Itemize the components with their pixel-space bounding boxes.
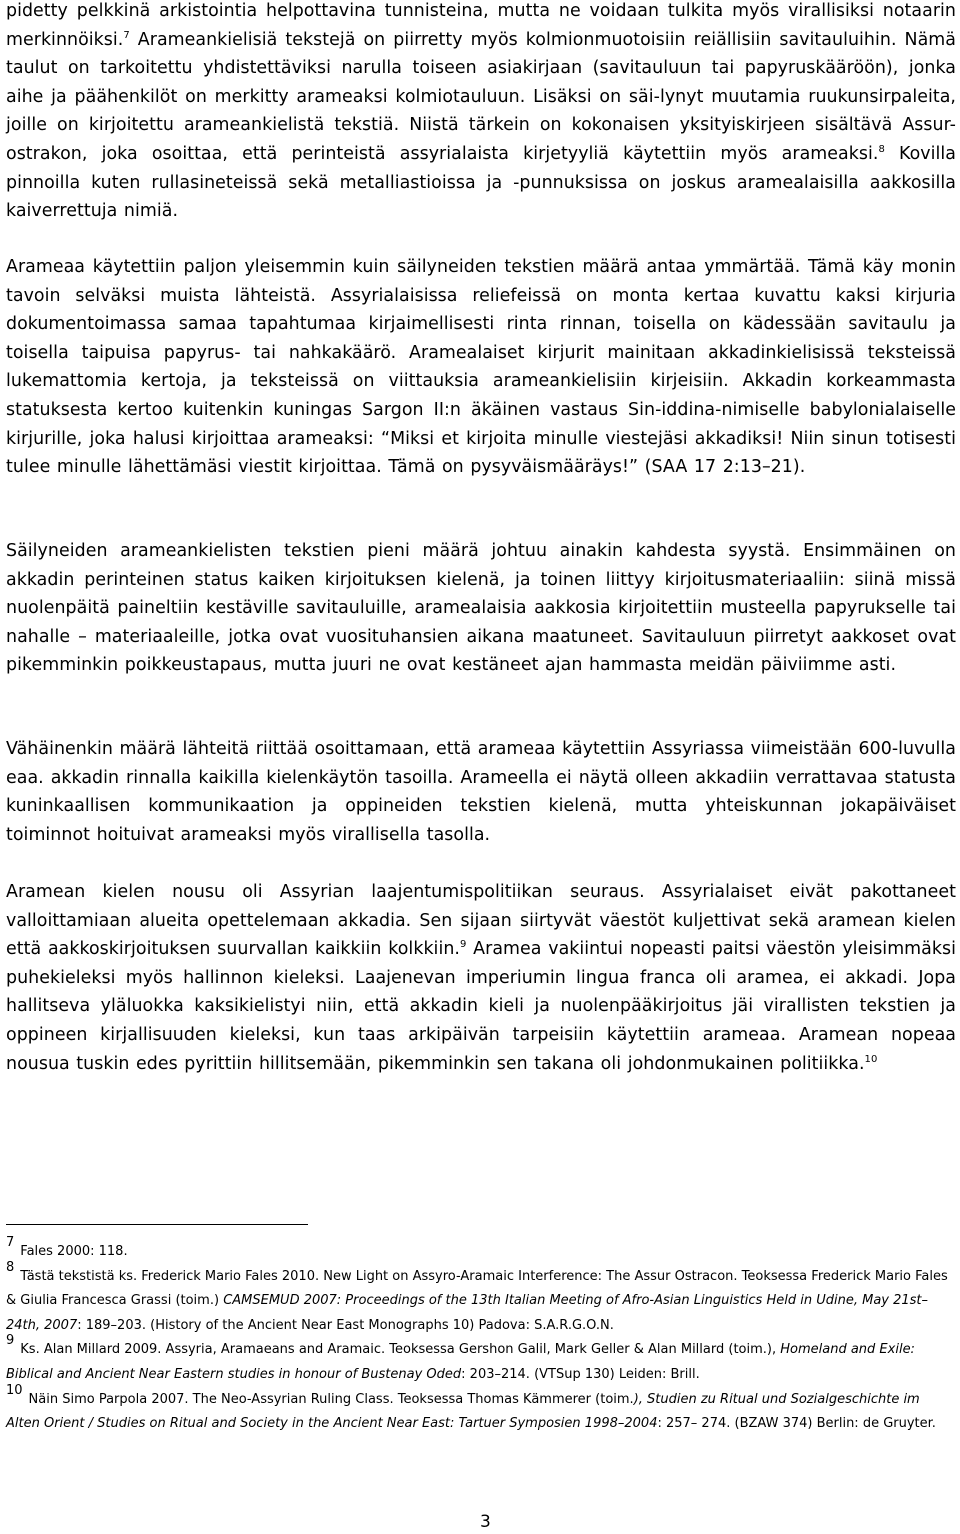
paragraph-4: Vähäinenkin määrä lähteitä riittää osoittamaan, että arameaa käytettiin Assyriassa viimeistään 600-luvulla eaa. akkadin rinnalla kaikilla kielenkäytön tasoilla. Arameella ei näytä olleen akkadiin verrattavaa statusta kuninkaallisen kommunikaation ja oppineiden tekstien kielenä, mutta yhteiskunnan jokapäiväiset toiminnot hoituivat arameaksi myös virallisella tasolla. bbox=[6, 739, 956, 845]
page-number: 3 bbox=[480, 1512, 491, 1532]
footnote-title: Homeland and Exile: Biblical and Ancient Near Eastern studies in honour of Bustenay Oded bbox=[6, 1342, 915, 1382]
footnote-text: Ks. Alan Millard 2009. Assyria, Aramaeans and Aramaic. Teoksessa Gershon Galil, Mark Geller & Alan Millard (toim.), bbox=[20, 1342, 781, 1358]
paragraph-text: pidetty pelkkinä arkistointia helpottavina tunnisteina, mutta ne voidaan tulkita myös virallisiksi notaarin merkinnöiksi. bbox=[6, 1, 956, 50]
footnote-ref-7[interactable]: 7 bbox=[123, 29, 130, 41]
footnote-title: ), Studien zu Ritual und Sozialgeschichte im Alten Orient / Studies on Ritual and Society in the Ancient Near East: Tartuer Symposien 1998–2004 bbox=[6, 1391, 920, 1432]
footnote-text: : 203–214. (VTSup 130) Leiden: Brill. bbox=[461, 1366, 700, 1382]
footnote-number: 10 bbox=[6, 1382, 23, 1398]
footnote-text: Fales 2000: 118. bbox=[20, 1244, 128, 1259]
paragraph-2: Arameaa käytettiin paljon yleisemmin kuin säilyneiden tekstien määrä antaa ymmärtää. Tämä käy monin tavoin selväksi muista lähteistä. Assyrialaisissa reliefeissä on monta kertaa kuvattu kaksi kirjuria dokumentoimassa samaa tapahtumaa kirjaimellisesti rinta rinnan, toisella on kädessään savitaulu ja toisella taipuisa papyrus- tai nahkakäärö. Aramealaiset kirjurit mainitaan akkadinkielisissä teksteissä lukemattomia kertoja, ja teksteissä on viittauksia arameankielisiin kirjeisiin. Akkadin korkeammasta statuksesta kertoo kuitenkin kuningas Sargon II:n äkäinen vastaus Sin-iddina-nimiselle babylonialaiselle kirjurille, joka halusi kirjoittaa arameaksi: “Miksi et kirjoita minulle viestejäsi akkadiksi! Niin sinun totisesti tulee minulle lähettämäsi viestit kirjoittaa. Tämä on pysyväismääräys!” (SAA 17 2:13–21). bbox=[6, 257, 956, 478]
footnote-ref-10[interactable]: 10 bbox=[864, 1053, 878, 1065]
footnote-title: CAMSEMUD 2007: Proceedings of the 13th Italian Meeting of Afro-Asian Linguistics Held in Udine, May 21st–24th, 2007 bbox=[6, 1293, 929, 1333]
paragraph-text: Arameankielisiä tekstejä on piirretty myös kolmionmuotoisiin reiällisiin savitauluihin. Nämä taulut on tarkoitettu yhdistettäviksi narulla toiseen asiakirjaan (savitauluun tai papyruskääröön), jonka aihe ja päähenkilöt on merkitty arameaksi kolmiotauluun. Lisäksi on säi-lynyt muutamia ruukunsirpaleita, joille on kirjoitettu arameankielistä tekstiä. Niistä tärkein on kokonaisen yksityiskirjeen sisältävä Assur-ostrakon, joka osoittaa, että perinteistä assyrialaista kirjetyyliä käytettiin myös arameaksi. bbox=[6, 29, 956, 164]
paragraph-5 bbox=[6, 878, 956, 1078]
paragraph-text: Kovilla pinnoilla kuten rullasineteissä sekä metalliastioissa ja -punnuksissa on joskus aramealaisilla aakkosilla kaiverrettuja nimiä. bbox=[6, 143, 956, 222]
footnote-text: : 189–203. (History of the Ancient Near East Monographs 10) Padova: S.A.R.G.O.N. bbox=[77, 1317, 614, 1333]
footnote-text: : 257– 274. (BZAW 374) Berlin: de Gruyter. bbox=[657, 1416, 936, 1432]
footnote-ref-9[interactable]: 9 bbox=[459, 939, 467, 951]
footnote-9 bbox=[6, 1333, 956, 1387]
footnote-number: 9 bbox=[6, 1333, 15, 1349]
footnote-number: 8 bbox=[6, 1259, 15, 1275]
paragraph-1 bbox=[6, 0, 956, 226]
paragraph-3: Säilyneiden arameankielisten tekstien pieni määrä johtuu ainakin kahdesta syystä. Ensimmäinen on akkadin perinteinen status kaiken kirjoituksen kielenä, ja toinen liittyy kirjoitusmateriaaliin: siinä missä nuolenpäitä paineltiin kestäville savitauluille, aramealaisia aakkosia kirjoitettiin musteella papyrukselle tai nahalle – materiaaleille, jotka ovat vuosituhansien aikana maatuneet. Savitauluun piirretyt aakkoset ovat pikemminkin poikkeustapaus, mutta juuri ne ovat kestäneet ajan hammasta meidän päiviimme asti. bbox=[6, 541, 956, 676]
footnotes bbox=[6, 1235, 956, 1437]
footnote-7 bbox=[6, 1235, 956, 1265]
footnote-text: Tästä tekstistä ks. Frederick Mario Fales 2010. New Light on Assyro-Aramaic Interference: The Assur Ostracon. Teoksessa Frederick Mario Fales & Giulia Francesca Grassi (toim.) bbox=[6, 1268, 948, 1309]
footnote-ref-8[interactable]: 8 bbox=[878, 143, 885, 155]
footnote-10 bbox=[6, 1382, 956, 1437]
footnote-8 bbox=[6, 1259, 956, 1339]
footnote-number: 7 bbox=[6, 1235, 15, 1250]
paragraph-text: Aramean kielen nousu oli Assyrian laajentumispolitiikan seuraus. Assyrialaiset eivät pakottaneet valloittamiaan alueita opettelemaan akkadia. Sen sijaan siirtyvät väestöt kuljettivat sekä aramean kielen että aakkoskirjoituksen suurvallan kaikkiin kolkkiin. bbox=[6, 882, 956, 960]
footnote-divider bbox=[6, 1224, 308, 1225]
paragraph-text: Aramea vakiintui nopeasti paitsi väestön yleisimmäksi puhekieleksi myös hallinnon kieleksi. Laajenevan imperiumin lingua franca oli aramea, ei akkadi. Jopa hallitseva yläluokka kaksikielistyi niin, että akkadin kieli ja nuolenpääkirjoitus jäi virallisten tekstien ja oppineen kirjallisuuden kieleksi, kun taas arkipäivän tarpeisiin käytettiin arameaa. Aramean nopeaa nousua tuskin edes pyrittiin hillitsemään, pikemminkin sen takana oli johdonmukainen politiikka. bbox=[6, 939, 956, 1074]
footnote-text: Näin Simo Parpola 2007. The Neo-Assyrian Ruling Class. Teoksessa Thomas Kämmerer (toim. bbox=[28, 1391, 634, 1407]
